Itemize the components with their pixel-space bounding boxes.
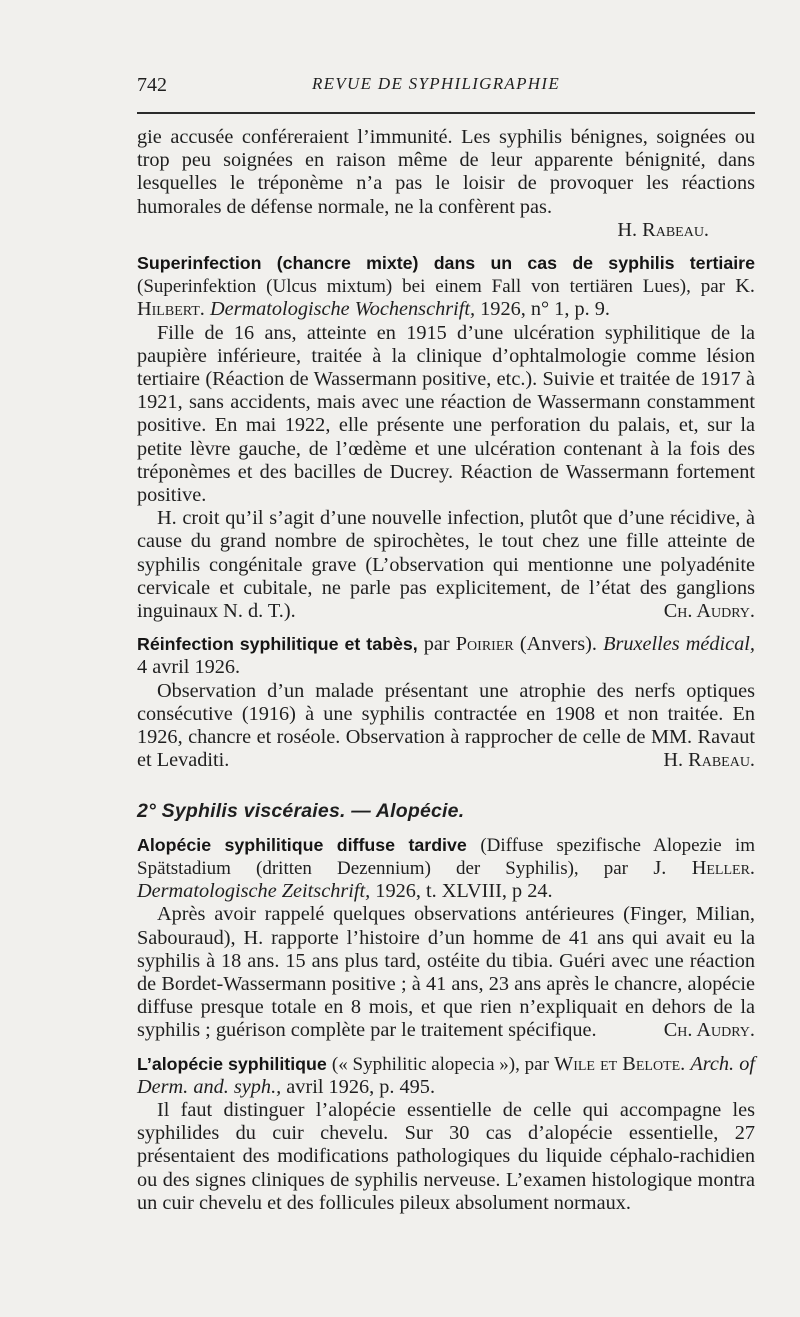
entry-citation: avril 1926, p. 495. bbox=[286, 1075, 436, 1098]
entry-heading-alopecie-diffuse bbox=[137, 834, 755, 904]
paragraph-text: H. croit qu’il s’agit d’une nouvelle infection, plutôt que d’une récidive, à cause du grand nombre de spirochètes, le tout chez une fille atteinte de syphilis congénitale grave (L’observation qui mentionne une polyadénite cervicale et cubitale, ne parle pas explicitement, de l’état des ganglions inguinaux N. d. T.). bbox=[137, 507, 755, 623]
main-text bbox=[137, 126, 755, 1215]
entry-title: L’alopécie syphilitique bbox=[137, 1053, 327, 1074]
entry-heading-superinfection bbox=[137, 252, 755, 322]
entry-author: K. Hilbert. bbox=[137, 275, 755, 321]
paragraph-text: Après avoir rappelé quelques observations antérieures (Finger, Milian, Sabouraud), H. rapporte l’histoire d’un homme de 41 ans qui avait eu la syphilis à 18 ans. 15 ans plus tard, ostéite du tibia. Guéri avec une réaction de Bordet-Wassermann positive ; à 41 ans, 23 ans après le chancre, alopécie diffuse presque totale en 8 mois, et que rien n’expliquait en dehors de la syphilis ; guérison complète par le traitement spécifique. bbox=[137, 903, 755, 1042]
paragraph-with-signature bbox=[137, 903, 755, 1042]
entry-citation: 1926, t. XLVIII, p 24. bbox=[375, 880, 553, 903]
page-header bbox=[137, 74, 755, 102]
running-title: REVUE DE SYPHILIGRAPHIE bbox=[312, 74, 561, 93]
entry-heading-reinfection bbox=[137, 633, 755, 679]
page-number: 742 bbox=[137, 74, 167, 96]
section-title: 2° Syphilis viscéraies. — Alopécie. bbox=[137, 800, 465, 823]
entry-location: (Anvers). bbox=[519, 633, 597, 656]
entry-subtitle: (« Syphilitic alopecia »), par bbox=[331, 1053, 549, 1075]
entry-source: Bruxelles médical, bbox=[603, 633, 756, 656]
entry-citation: 4 avril 1926. bbox=[137, 656, 241, 679]
paragraph-with-signature bbox=[137, 680, 755, 773]
signature-rabeau: H. Rabeau. bbox=[663, 749, 755, 772]
entry-subtitle: (Superinfektion (Ulcus mixtum) bei einem Fall von tertiären Lues), par bbox=[137, 276, 726, 298]
entry-title: Réinfection syphilitique et tabès, bbox=[137, 634, 418, 655]
entry-title: Superinfection (chancre mixte) dans un cas de syphilis tertiaire bbox=[137, 253, 755, 274]
signature-rabeau: H. Rabeau. bbox=[617, 218, 709, 241]
entry-author: Poirier bbox=[455, 633, 514, 656]
paragraph-text: Observation d’un malade présentant une atrophie des nerfs optiques consécutive (1916) à une syphilis contractée en 1908 et non traitée. En 1926, chancre et roséole. Observation à rapprocher de celle de MM. Ravaut et Levaditi. bbox=[137, 679, 755, 772]
entry-author: J. Heller. bbox=[653, 856, 756, 879]
header-rule bbox=[137, 112, 755, 114]
entry-heading-alopecie-syphilitique bbox=[137, 1053, 755, 1099]
entry-source: Dermatologische Wochenschrift, bbox=[209, 298, 476, 321]
entry-by: par bbox=[423, 633, 450, 656]
paragraph: Il faut distinguer l’alopécie essentielle de celle qui accompagne les syphilides du cuir chevelu. Sur 30 cas d’alopécie essentielle, 27 présentaient des modifications pathologiques du liquide céphalo-rachidien ou des signes cliniques de syphilis nerveuse. L’examen histologique montra un cuir chevelu et des follicules pileux absolument normaux. bbox=[137, 1098, 755, 1214]
entry-title: Alopécie syphilitique diffuse tardive bbox=[137, 834, 467, 855]
signature-audry: Ch. Audry. bbox=[663, 1019, 755, 1042]
entry-subtitle: (Diffuse spezifische Alopezie im Spätstadium (dritten Dezennium) der Syphilis), par bbox=[137, 834, 755, 879]
paragraph-continuation: gie accusée conféreraient l’immunité. Les syphilis bénignes, soignées ou trop peu soignées en raison même de leur apparente bénignité, dans lesquelles le tréponème n’a pas le loisir de provoquer les réactions humorales de défense normale, ne la confèrent pas. bbox=[137, 126, 755, 218]
entry-source: Arch. of Derm. and. syph., bbox=[137, 1052, 755, 1098]
entry-author: Wile et Belote. bbox=[554, 1052, 686, 1075]
paragraph-with-signature bbox=[137, 507, 755, 623]
paragraph: Fille de 16 ans, atteinte en 1915 d’une ulcération syphilitique de la paupière inférieure, traitée à la clinique d’ophtalmologie comme lésion tertiaire (Réaction de Wassermann positive, etc.). Suivie et traitée de 1917 à 1921, sans accidents, mais avec une réaction de Wassermann constamment positive. En mai 1922, elle présente une perforation du palais, et, sur la petite lèvre gauche, de l’œdème et une ulcération contenant à la fois des tréponèmes et des bacilles de Ducrey. Réaction de Wassermann fortement positive. bbox=[137, 321, 755, 507]
entry-source: Dermatologische Zeitschrift, bbox=[137, 880, 371, 903]
signature-audry: Ch. Audry. bbox=[663, 600, 755, 623]
entry-citation: 1926, n° 1, p. 9. bbox=[480, 298, 610, 321]
